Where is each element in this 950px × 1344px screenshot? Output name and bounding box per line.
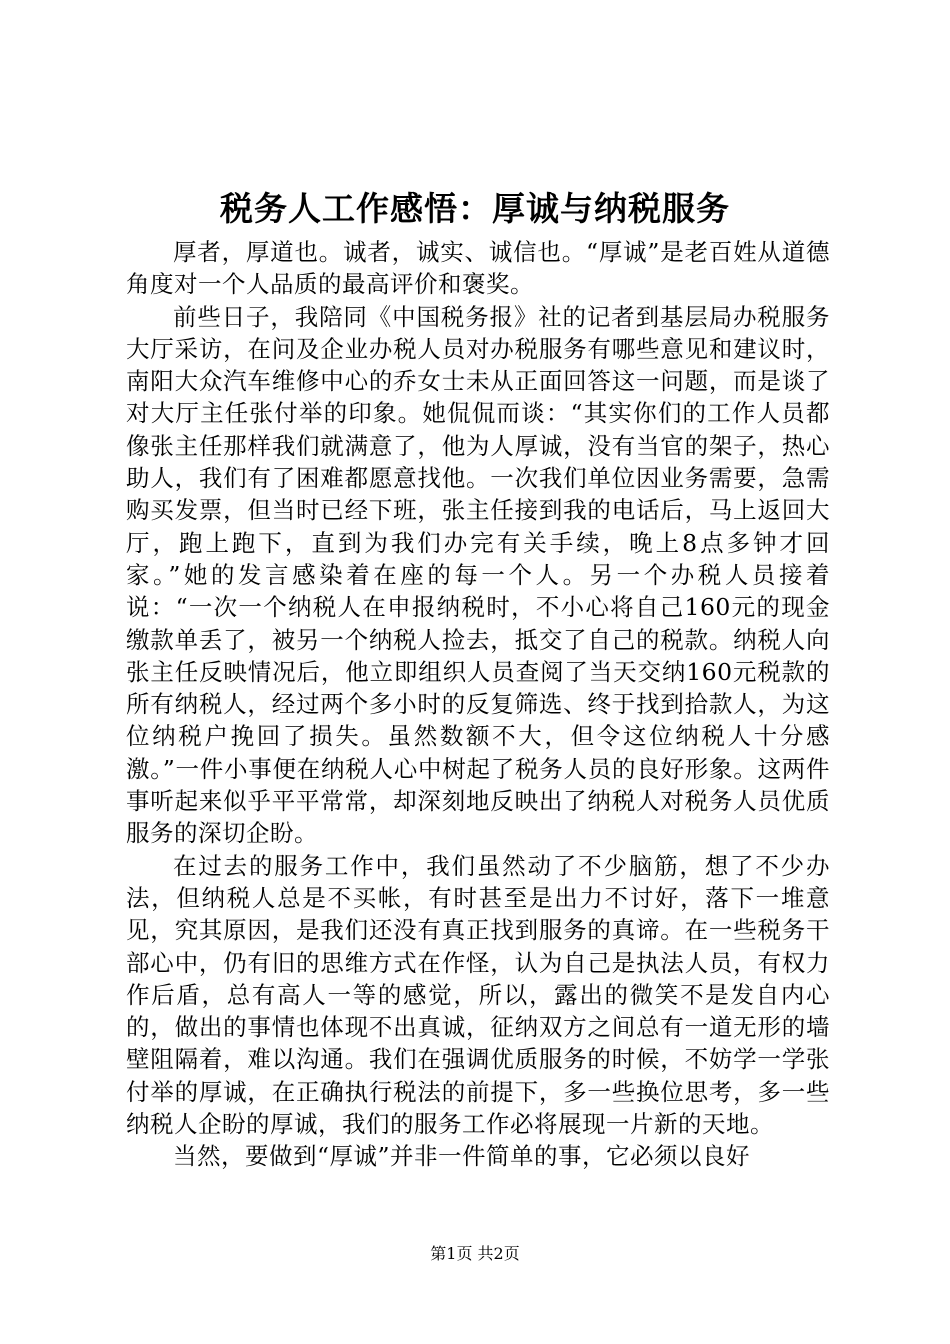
document-body	[126, 236, 830, 1173]
paragraph-4: 当然，要做到“厚诚”并非一件简单的事，它必须以良好	[173, 1142, 751, 1171]
paragraph-1: 厚者，厚道也。诚者，诚实、诚信也。“厚诚”是老百姓从道德角度对一个人品质的最高评价和褒奖。	[126, 238, 830, 299]
page-number-footer: 第1页 共2页	[430, 1244, 520, 1263]
document-title: 税务人工作感悟：厚诚与纳税服务	[220, 189, 730, 228]
paragraph-3: 在过去的服务工作中，我们虽然动了不少脑筋，想了不少办法，但纳税人总是不买帐，有时甚至是出力不讨好，落下一堆意见，究其原因，是我们还没有真正找到服务的真谛。在一些税务干部心中，仍有旧的思维方式在作怪，认为自己是执法人员，有权力作后盾，总有高人一等的感觉，所以，露出的微笑不是发自内心的，做出的事情也体现不出真诚，征纳双方之间总有一道无形的墙壁阻隔着，难以沟通。我们在强调优质服务的时候，不妨学一学张付举的厚诚，在正确执行税法的前提下，多一些换位思考，多一些纳税人企盼的厚诚，我们的服务工作必将展现一片新的天地。	[126, 851, 830, 1139]
paragraph-2: 前些日子，我陪同《中国税务报》社的记者到基层局办税服务大厅采访，在问及企业办税人员对办税服务有哪些意见和建议时，南阳大众汽车维修中心的乔女士未从正面回答这一问题，而是谈了对大厅主任张付举的印象。她侃侃而谈：“其实你们的工作人员都像张主任那样我们就满意了，他为人厚诚，没有当官的架子，热心助人，我们有了困难都愿意找他。一次我们单位因业务需要，急需购买发票，但当时已经下班，张主任接到我的电话后，马上返回大厅，跑上跑下，直到为我们办完有关手续，晚上8点多钟才回家。”她的发言感染着在座的每一个人。另一个办税人员接着说：“一次一个纳税人在申报纳税时，不小心将自己160元的现金缴款单丢了，被另一个纳税人捡去，抵交了自己的税款。纳税人向张主任反映情况后，他立即组织人员查阅了当天交纳160元税款的所有纳税人，经过两个多小时的反复筛选、终于找到拾款人，为这位纳税户挽回了损失。虽然数额不大，但令这位纳税人十分感激。”一件小事便在纳税人心中树起了税务人员的良好形象。这两件事听起来似乎平平常常，却深刻地反映出了纳税人对税务人员优质服务的深切企盼。	[126, 302, 830, 848]
